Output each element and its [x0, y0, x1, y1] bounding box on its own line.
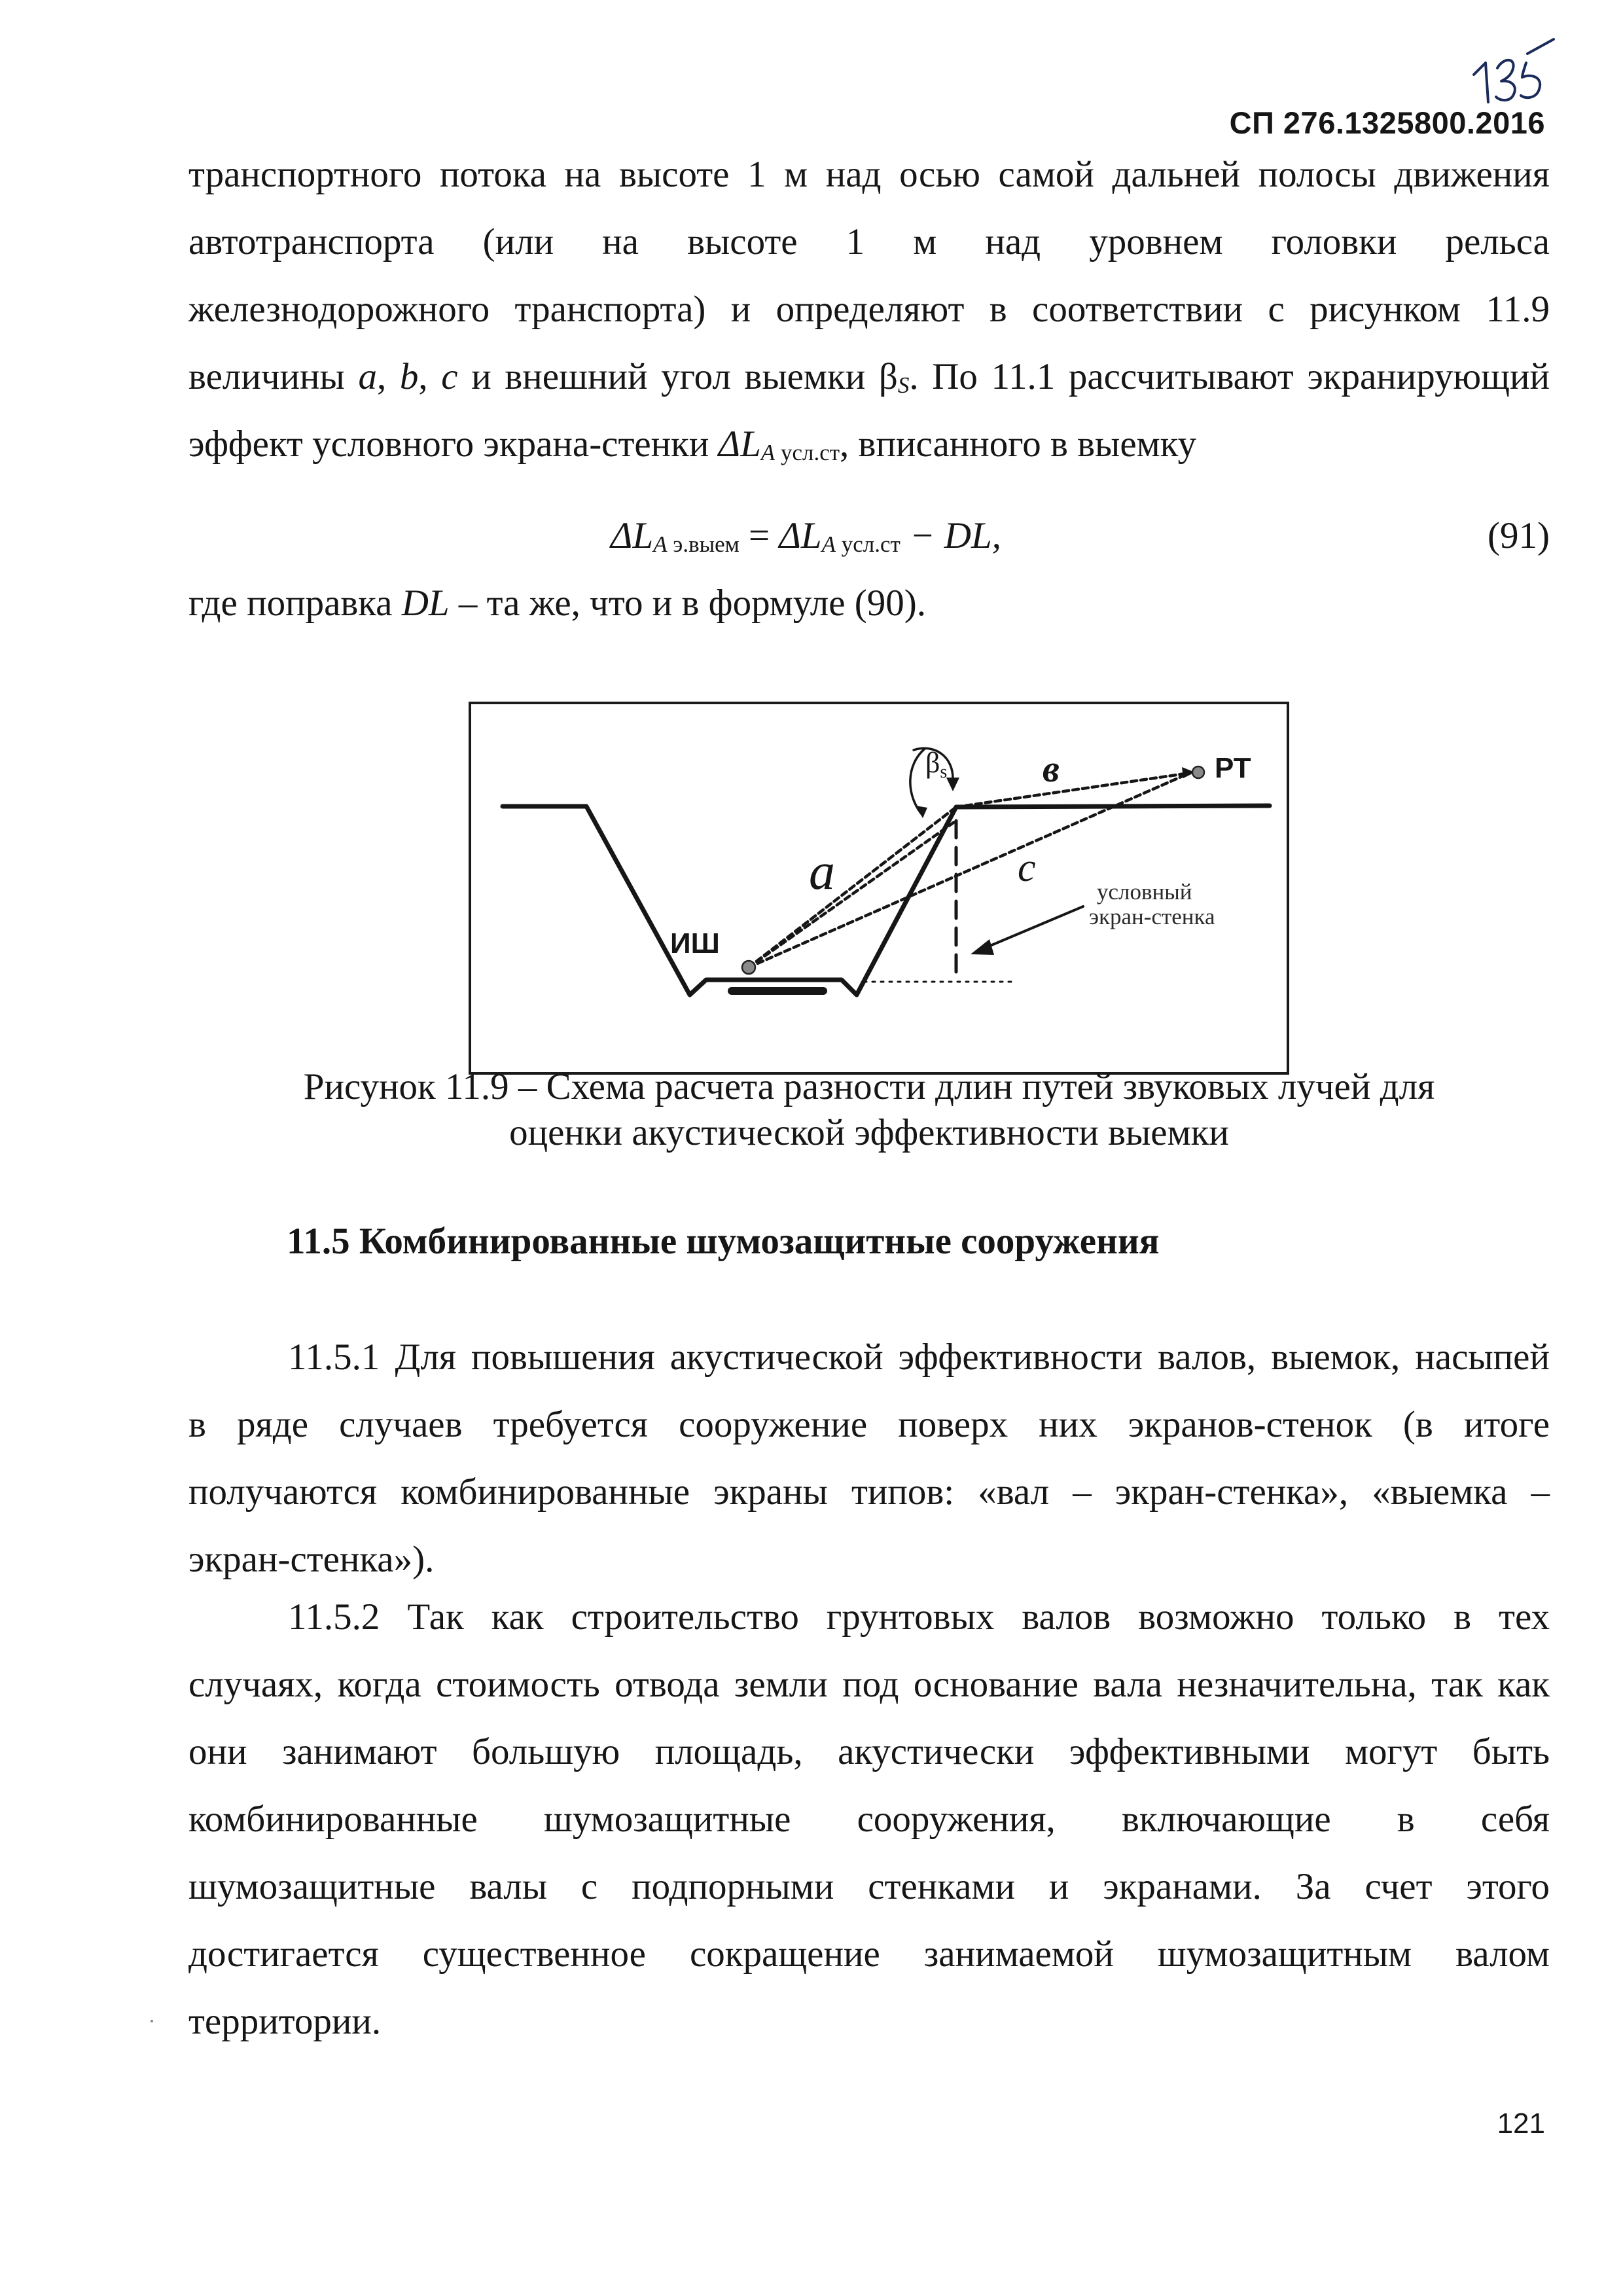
paragraph-line: в ряде случаев требуется сооружение поверх них экранов-стенок (в итоге: [188, 1404, 1550, 1445]
formula-tail: − DL,: [900, 515, 1001, 556]
scan-speck: [151, 2020, 153, 2022]
subscript-a: A: [821, 531, 836, 557]
paragraph-line: экран-стенка»).: [188, 1539, 435, 1580]
label-a: a: [809, 843, 835, 901]
word: себя: [1480, 1799, 1550, 1840]
formula-lhs: ΔL: [611, 515, 654, 556]
label-screen-line-2: экран-стенка: [1089, 904, 1215, 929]
paragraph-line: случаях, когда стоимость отвода земли под основание вала незначительна, так как: [188, 1664, 1550, 1705]
beta-sub: s: [940, 762, 948, 782]
ray-screen-top: [749, 821, 956, 967]
cutting-diagram: [471, 704, 1287, 1072]
paragraph-1: [188, 141, 1550, 478]
word: комбинированные: [188, 1799, 478, 1840]
text-run: ,: [418, 356, 442, 397]
variable-c: c: [441, 356, 458, 397]
word: включающие: [1121, 1799, 1331, 1840]
paragraph-line: шумозащитные валы с подпорными стенками и экранами. За счет этого: [188, 1866, 1550, 1907]
word: над: [985, 221, 1041, 262]
figure-caption: [188, 1064, 1550, 1156]
word: высоте: [687, 221, 798, 262]
handwritten-page-number: [1471, 34, 1556, 106]
paragraph-2: [188, 569, 1550, 637]
receiver-point-dot: [1192, 766, 1204, 778]
text-run: – та же, что и в формуле (90).: [449, 583, 926, 624]
text-run: , вписанного в выемку: [840, 423, 1197, 465]
word: головки: [1271, 221, 1397, 262]
beta-subscript: S: [897, 372, 910, 398]
beta-symbol: β: [925, 747, 940, 779]
paragraph-11-5-2: [188, 1583, 1550, 2055]
label-rt: РТ: [1215, 752, 1251, 784]
paragraph-line: [188, 569, 1550, 637]
subscript-tail: усл.ст: [775, 440, 840, 465]
word: сооружения,: [857, 1799, 1056, 1840]
word: шумозащитные: [544, 1799, 791, 1840]
word: на: [602, 221, 639, 262]
beta-arrow-arrowhead: [946, 778, 959, 791]
screen-arrow-line: [982, 906, 1083, 949]
formula-91: [188, 502, 1550, 569]
word: м: [913, 221, 937, 262]
beta-label: [925, 747, 947, 782]
noise-source-dot: [742, 961, 755, 974]
beta-angle-arc: [910, 749, 925, 816]
figure-11-9: [469, 702, 1289, 1075]
subscript-tail: э.выем: [667, 531, 740, 557]
formula-expression: [611, 502, 1001, 578]
formula-rhs: ΔL: [779, 515, 822, 556]
equals-sign: =: [739, 515, 779, 556]
subscript-a: A: [653, 531, 668, 557]
term-dl: DL: [401, 583, 450, 624]
text-run: и внешний угол выемки β: [457, 356, 898, 397]
paragraph-line-spread: [188, 1785, 1550, 1853]
paragraph-line: достигается существенное сокращение занимаемой шумозащитным валом: [188, 1933, 1550, 1975]
subscript-tail: усл.ст: [836, 531, 901, 557]
variable-b: b: [399, 356, 419, 397]
word: уровнем: [1089, 221, 1223, 262]
beta-arc-arrowhead: [916, 806, 927, 818]
paragraph-line: [188, 343, 1550, 410]
word: в: [1397, 1799, 1415, 1840]
text-run: величины: [188, 356, 359, 397]
document-code: СП 276.1325800.2016: [1229, 105, 1545, 140]
word: автотранспорта: [188, 221, 435, 262]
caption-line: Рисунок 11.9 – Схема расчета разности длин путей звуковых лучей для: [303, 1066, 1435, 1107]
paragraph-line: территории.: [188, 2001, 382, 2042]
text-run: . По 11.1 рассчитывают экранирующий: [909, 356, 1550, 397]
subscript-a: A: [760, 440, 776, 465]
paragraph-line-spread: [188, 208, 1550, 276]
word: 1: [846, 221, 865, 262]
variable-a: a: [358, 356, 377, 397]
paragraph-line: они занимают большую площадь, акустически эффективными могут быть: [188, 1731, 1550, 1772]
paragraph-line: транспортного потока на высоте 1 м над осью самой дальней полосы движения: [188, 154, 1550, 195]
text-run: ,: [376, 356, 400, 397]
caption-line: оценки акустической эффективности выемки: [509, 1112, 1229, 1153]
paragraph-line: 11.5.2 Так как строительство грунтовых валов возможно только в тех: [288, 1596, 1550, 1638]
screen-arrowhead: [971, 939, 994, 955]
word: (или: [482, 221, 554, 262]
paragraph-line: [188, 410, 1550, 478]
paragraph-line: 11.5.1 Для повышения акустической эффективности валов, выемок, насыпей: [288, 1336, 1550, 1378]
label-c: c: [1018, 846, 1036, 890]
page-number: 121: [1497, 2108, 1545, 2140]
paragraph-line: получаются комбинированные экраны типов: «вал – экран-стенка», «выемка –: [188, 1471, 1550, 1513]
paragraph-11-5-1: [188, 1323, 1550, 1593]
delta-l-symbol: ΔL: [718, 423, 761, 465]
text-run: эффект условного экрана-стенки: [188, 423, 719, 465]
word: рельса: [1445, 221, 1550, 262]
formula-number: (91): [1488, 515, 1550, 556]
label-b: в: [1043, 747, 1060, 790]
text-run: где поправка: [188, 583, 402, 624]
ray-a: [749, 807, 956, 967]
label-noise-source: ИШ: [670, 927, 720, 960]
label-screen-line-1: условный: [1097, 879, 1192, 905]
paragraph-line: железнодорожного транспорта) и определяют в соответствии с рисунком 11.9: [188, 289, 1550, 330]
section-title: 11.5 Комбинированные шумозащитные сооружения: [287, 1221, 1160, 1262]
